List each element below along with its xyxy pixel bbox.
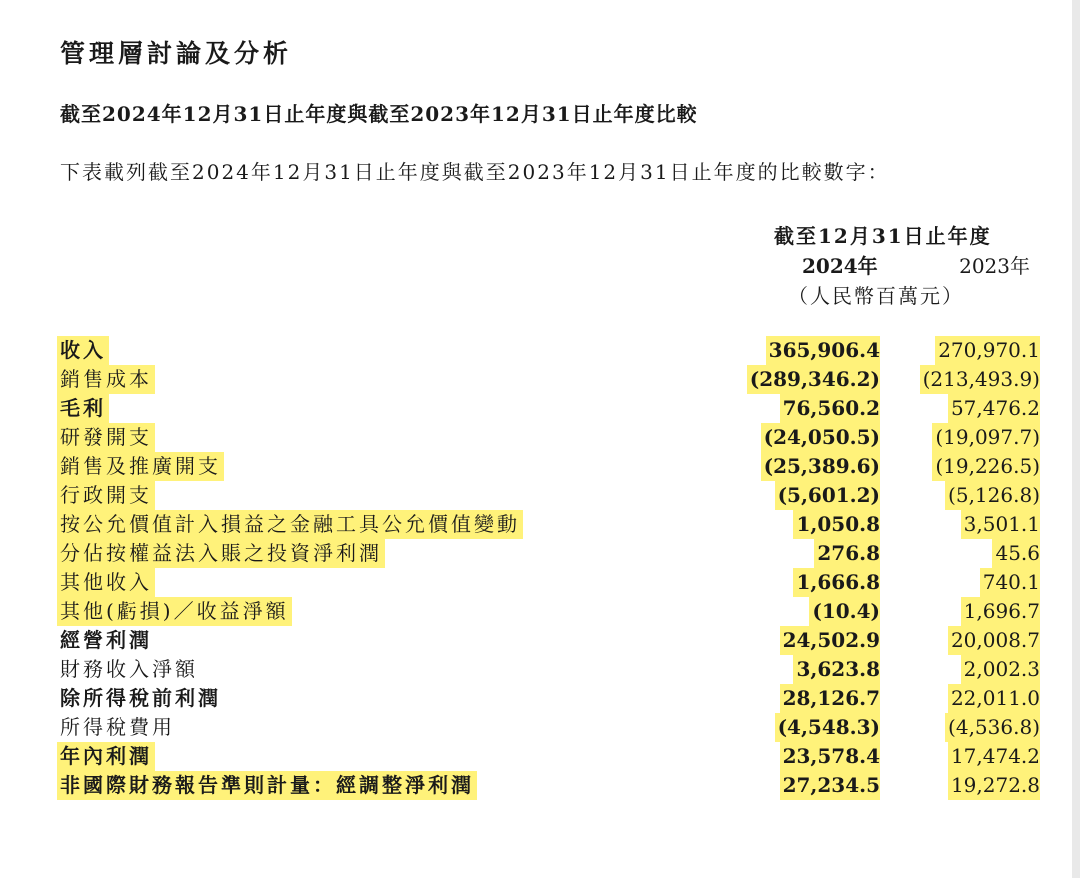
value-2023: 57,476.2 (948, 394, 1040, 423)
table-row (0, 568, 1080, 597)
value-2024: (4,548.3) (775, 713, 880, 742)
table-row (0, 510, 1080, 539)
value-2024: 276.8 (814, 539, 880, 568)
value-2023: 19,272.8 (948, 771, 1040, 800)
table-row (0, 365, 1080, 394)
row-label: 毛利 (57, 394, 109, 423)
row-label: 按公允價值計入損益之金融工具公允價值變動 (57, 510, 523, 539)
table-row (0, 336, 1080, 365)
value-2023: (4,536.8) (945, 713, 1040, 742)
row-label: 分佔按權益法入賬之投資淨利潤 (57, 539, 385, 568)
value-2024: (25,389.6) (761, 452, 880, 481)
value-2023: 3,501.1 (961, 510, 1040, 539)
table-row (0, 539, 1080, 568)
value-2023: 17,474.2 (948, 742, 1040, 771)
table-row (0, 423, 1080, 452)
table-row (0, 626, 1080, 655)
row-label: 研發開支 (57, 423, 155, 452)
row-label: 財務收入淨額 (60, 657, 198, 681)
value-2024: 365,906.4 (766, 336, 880, 365)
value-2023: (19,097.7) (932, 423, 1040, 452)
row-label: 銷售成本 (57, 365, 155, 394)
value-2023: 22,011.0 (948, 684, 1040, 713)
table-row (0, 684, 1080, 713)
table-row (0, 713, 1080, 742)
table-row (0, 452, 1080, 481)
value-2023: 2,002.3 (961, 655, 1040, 684)
table-row (0, 481, 1080, 510)
row-label: 行政開支 (57, 481, 155, 510)
value-2023: (19,226.5) (932, 452, 1040, 481)
column-header-2023: 2023年 (959, 254, 1030, 278)
row-label: 年內利潤 (57, 742, 155, 771)
value-2024: 27,234.5 (780, 771, 880, 800)
unit-label: （人民幣百萬元） (788, 284, 964, 308)
table-row (0, 742, 1080, 771)
row-label: 收入 (57, 336, 109, 365)
value-2024: 24,502.9 (780, 626, 880, 655)
intro-paragraph: 下表載列截至2024年12月31日止年度與截至2023年12月31日止年度的比較數字： (60, 160, 890, 184)
table-row (0, 597, 1080, 626)
value-2024: (24,050.5) (761, 423, 880, 452)
row-label: 非國際財務報告準則計量：經調整淨利潤 (57, 771, 477, 800)
value-2024: (289,346.2) (747, 365, 880, 394)
row-label: 其他收入 (57, 568, 155, 597)
value-2023: 740.1 (980, 568, 1040, 597)
value-2023: 20,008.7 (948, 626, 1040, 655)
row-label: 經營利潤 (60, 628, 152, 652)
value-2023: (5,126.8) (945, 481, 1040, 510)
row-label: 銷售及推廣開支 (57, 452, 224, 481)
section-heading: 截至2024年12月31日止年度與截至2023年12月31日止年度比較 (60, 102, 698, 126)
value-2023: 45.6 (992, 539, 1040, 568)
value-2024: 3,623.8 (793, 655, 880, 684)
value-2024: 28,126.7 (780, 684, 880, 713)
value-2024: 76,560.2 (780, 394, 880, 423)
row-label: 除所得稅前利潤 (60, 686, 221, 710)
row-label: 所得稅費用 (60, 715, 175, 739)
value-2024: (5,601.2) (775, 481, 880, 510)
value-2023: 270,970.1 (935, 336, 1040, 365)
row-label: 其他(虧損)／收益淨額 (57, 597, 292, 626)
value-2023: (213,493.9) (920, 365, 1040, 394)
column-header-2024: 2024年 (802, 254, 878, 278)
value-2024: (10.4) (809, 597, 880, 626)
value-2024: 23,578.4 (780, 742, 880, 771)
value-2024: 1,666.8 (793, 568, 880, 597)
page-title: 管理層討論及分析 (60, 39, 293, 68)
table-row (0, 771, 1080, 800)
value-2023: 1,696.7 (961, 597, 1040, 626)
value-2024: 1,050.8 (793, 510, 880, 539)
column-header-period: 截至12月31日止年度 (774, 224, 992, 248)
table-row (0, 394, 1080, 423)
table-row (0, 655, 1080, 684)
